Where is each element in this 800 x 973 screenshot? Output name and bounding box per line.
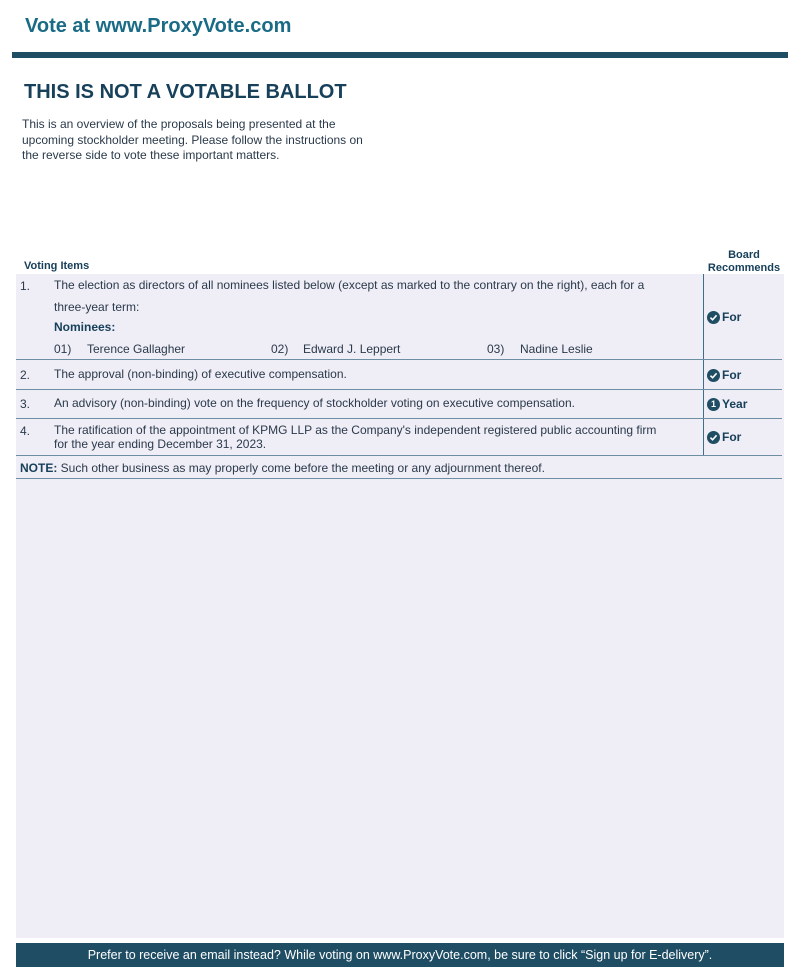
voting-items-header: Voting Items: [24, 260, 90, 272]
recommendation-text: For: [722, 310, 742, 324]
board-recommends-header: [704, 249, 784, 274]
nominee-number: 02): [271, 342, 289, 356]
intro-line: the reverse side to vote these important matters.: [22, 148, 280, 162]
recommendation-text: For: [722, 368, 742, 382]
row-divider: [16, 359, 782, 360]
row-divider: [16, 389, 782, 390]
recommend-column-divider: [703, 274, 704, 456]
nominee-name: Terence Gallagher: [87, 342, 186, 356]
nominee-name: Nadine Leslie: [520, 342, 593, 356]
item-text-cont: for the year ending December 31, 2023.: [54, 437, 267, 451]
item-text: The ratification of the appointment of KPMG LLP as the Company's independent registered public accounting firm: [54, 423, 657, 437]
intro-line: upcoming stockholder meeting. Please follow the instructions on: [22, 132, 363, 147]
item-number: 3.: [20, 397, 31, 411]
badge-number: 1: [710, 398, 716, 409]
check-circle-icon: [707, 431, 720, 444]
number-one-circle-icon: [707, 398, 720, 411]
header-title: Vote at www.ProxyVote.com: [25, 15, 292, 37]
recommendation-text: For: [722, 430, 742, 444]
intro-line: This is an overview of the proposals being presented at the: [22, 117, 336, 131]
recommendation: [707, 430, 741, 444]
row-divider: [16, 478, 782, 479]
intro-text: [22, 117, 397, 164]
recommends-label: Recommends: [707, 261, 781, 274]
recommendation-text: Year: [722, 397, 748, 411]
recommendation: [707, 368, 741, 382]
nominee-name: Edward J. Leppert: [303, 342, 401, 356]
recommendation: [707, 397, 747, 411]
footer-text: Prefer to receive an email instead? While voting on www.ProxyVote.com, be sure to click “Sign up for E-delivery”.: [87, 948, 713, 962]
recommendation: [707, 310, 741, 324]
row-divider: [16, 455, 782, 456]
row-divider: [16, 418, 782, 419]
item-text-cont: three-year term:: [54, 300, 140, 314]
item-number: 4.: [20, 424, 31, 438]
check-circle-icon: [707, 311, 720, 324]
ballot-title: THIS IS NOT A VOTABLE BALLOT: [24, 81, 347, 103]
header-rule: [12, 52, 788, 58]
nominee-number: 01): [54, 342, 72, 356]
item-text: The election as directors of all nominees listed below (except as marked to the contrary on the right), each for a: [54, 278, 645, 292]
item-text: The approval (non-binding) of executive compensation.: [54, 367, 347, 381]
check-circle-icon: [707, 369, 720, 382]
note-label: NOTE:: [20, 461, 58, 475]
note-text: Such other business as may properly come before the meeting or any adjournment thereof.: [57, 461, 545, 475]
footer-banner: [16, 943, 784, 967]
item-number: 2.: [20, 368, 31, 382]
board-label: Board: [728, 249, 760, 261]
nominees-label: Nominees:: [54, 320, 116, 334]
note: [20, 461, 545, 475]
item-text: An advisory (non-binding) vote on the frequency of stockholder voting on executive compensation.: [54, 396, 575, 410]
nominee-number: 03): [487, 342, 505, 356]
item-number: 1.: [20, 279, 31, 293]
